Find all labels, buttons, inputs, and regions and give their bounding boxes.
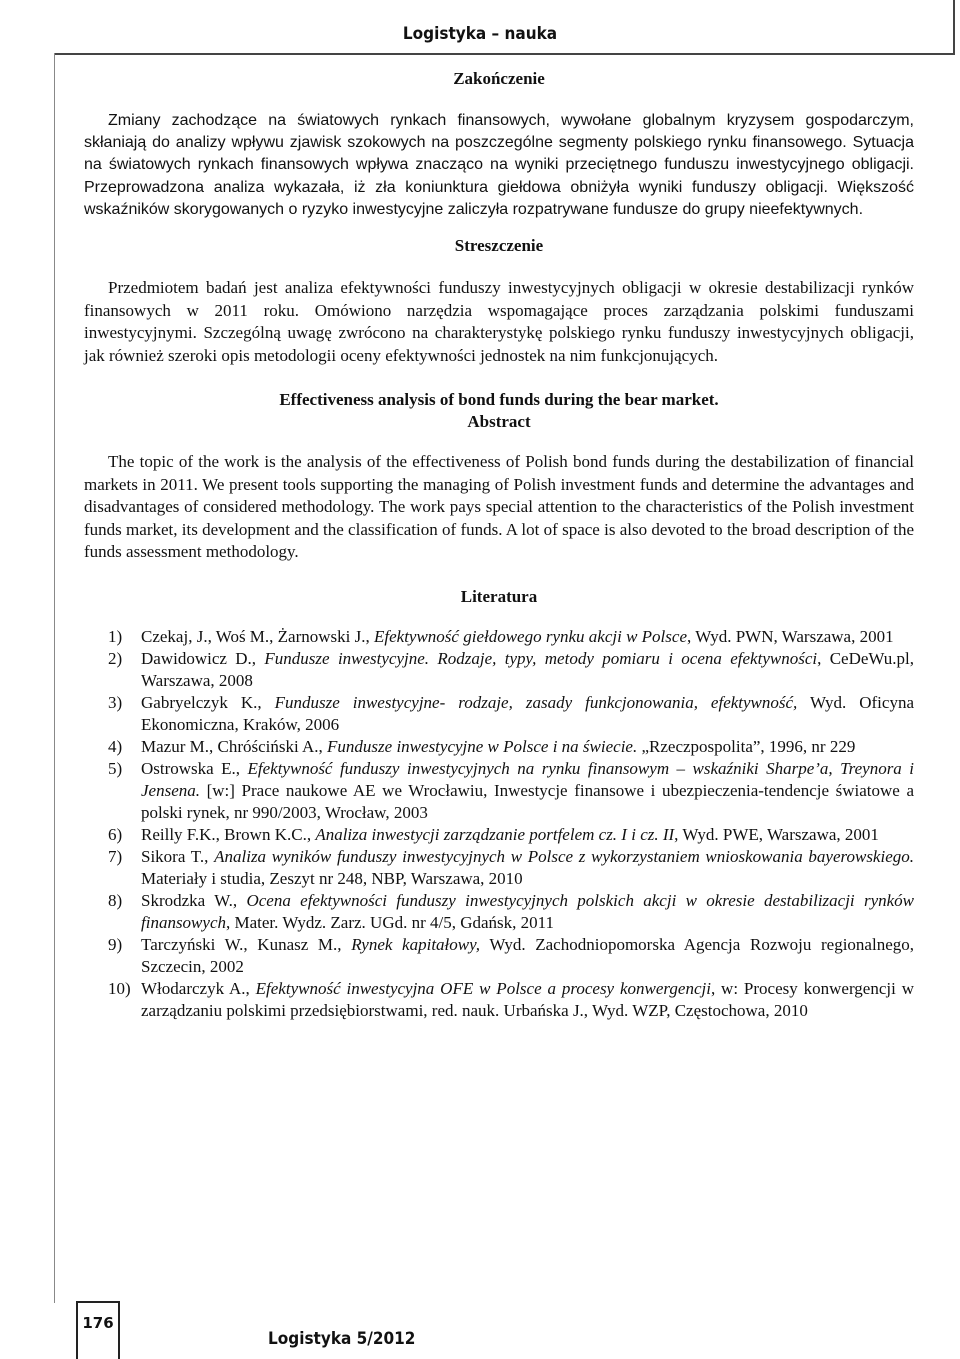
reference-list [108, 626, 914, 1022]
reference-item: 1) Czekaj, J., Woś M., Żarnowski J., Efektywność giełdowego rynku akcji w Polsce, Wyd. PWN, Warszawa, 2001 [108, 626, 894, 646]
zakonczenie-paragraph: Zmiany zachodzące na światowych rynkach finansowych, wywołane globalnym kryzysem gospodarczym, skłaniają do analizy wpływu zjawisk szokowych na poszczególne segmenty polskiego rynku finansowego. Sytuacja na światowych rynkach finansowych wpływa znacząco na wyniki przeciętnego funduszu inwestycyjnego obligacji. Przeprowadzona analiza wykazała, iż zła koniunktura giełdowa obniżyła wyniki funduszy obligacji. Większość wskaźników skorygowanych o ryzyko inwestycyjne zaliczyła rozpatrywane fundusze do grupy nieefektywnych. [84, 112, 914, 218]
english-title: Effectiveness analysis of bond funds during the bear market. [279, 390, 719, 410]
section-heading-abstract: Abstract [467, 412, 531, 432]
reference-item: 10) Włodarczyk A., Efektywność inwestycyjna OFE w Polsce a procesy konwergencji, w: Procesy konwergencji w zarządzaniu polskimi przedsiębiorstwami, red. nauk. Urbańska J., Wyd. WZP, Częstochowa, 2010 [108, 978, 914, 1020]
reference-item: 8) Skrodzka W., Ocena efektywności funduszy inwestycyjnych polskich akcji w okresie destabilizacji rynków finansowych, Mater. Wydz. Zarz. UGd. nr 4/5, Gdańsk, 2011 [108, 890, 914, 932]
abstract-paragraph: The topic of the work is the analysis of the effectiveness of Polish bond funds during the destabilization of financial markets in 2011. We present tools supporting the managing of Polish investment funds and determine the advantages and disadvantages of considered methodology. The work pays special attention to the characteristics of the Polish investment funds market, its development and the classification of funds. A lot of space is also devoted to the broad description of the funds assessment methodology. [84, 452, 914, 562]
reference-item: 2) Dawidowicz D., Fundusze inwestycyjne. Rodzaje, typy, metody pomiaru i ocena efektywności, CeDeWu.pl, Warszawa, 2008 [108, 648, 914, 690]
streszczenie-paragraph: Przedmiotem badań jest analiza efektywności funduszy inwestycyjnych obligacji w okresie destabilizacji rynków finansowych w 2011 roku. Omówiono narzędzia wspomagające proces zarządzania polskimi funduszami inwestycyjnymi. Szczególną uwagę zwrócono na charakterystykę polskiego rynku funduszy inwestycyjnych obligacji, jak również szeroki opis metodologii oceny efektywności jednostek na nim funkcjonujących. [84, 278, 914, 365]
journal-footer: Logistyka 5/2012 [268, 1329, 416, 1349]
section-heading-zakonczenie: Zakończenie [453, 69, 545, 88]
reference-item: 5) Ostrowska E., Efektywność funduszy inwestycyjnych na rynku finansowym – wskaźniki Sharpe’a, Treynora i Jensena. [w:] Prace naukowe AE we Wrocławiu, Inwestycje finansowe i ubezpieczenia-tendencje światowe a polski rynek, nr 990/2003, Wrocław, 2003 [108, 758, 914, 822]
reference-item: 3) Gabryelczyk K., Fundusze inwestycyjne- rodzaje, zasady funkcjonowania, efektywność, Wyd. Oficyna Ekonomiczna, Kraków, 2006 [108, 692, 914, 734]
section-heading-literatura: Literatura [460, 586, 538, 606]
reference-item: 9) Tarczyński W., Kunasz M., Rynek kapitałowy, Wyd. Zachodniopomorska Agencja Rozwoju regionalnego, Szczecin, 2002 [108, 934, 914, 976]
running-header: Logistyka – nauka [402, 24, 558, 44]
left-margin-rule [54, 53, 55, 1303]
reference-item: 4) Mazur M., Chróściński A., Fundusze inwestycyjne w Polsce i na świecie. „Rzeczpospolita”, 1996, nr 229 [108, 736, 856, 756]
reference-item: 6) Reilly F.K., Brown K.C., Analiza inwestycji zarządzanie portfelem cz. I i cz. II, Wyd. PWE, Warszawa, 2001 [108, 824, 879, 844]
page-number: 176 [82, 1314, 114, 1332]
reference-item: 7) Sikora T., Analiza wyników funduszy inwestycyjnych w Polsce z wykorzystaniem wnioskowania bayerowskiego. Materiały i studia, Zeszyt nr 248, NBP, Warszawa, 2010 [108, 846, 914, 888]
article-body [84, 66, 914, 1022]
section-heading-streszczenie: Streszczenie [454, 236, 544, 256]
